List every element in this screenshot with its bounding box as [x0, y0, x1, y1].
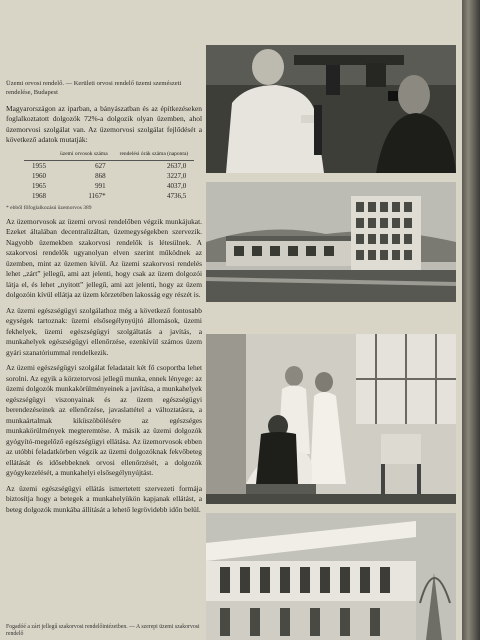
table-cell: 1968: [32, 191, 46, 200]
table-header-cell: [24, 151, 54, 161]
table-cell: 1167*: [88, 191, 106, 200]
photo-clinic-building: [206, 182, 456, 302]
table-header-row: [24, 151, 194, 161]
body-paragraph: Az üzemorvosok az üzemi orvosi rendelőben végzik munkájukat. Ezeket általában decentralizáltan, üzemegységekben szervezik. Nagyobb üzemekben szakorvosi rendelők is létesülnek. A szakorvosi rendelők ugyanolyan elven szerint működnek az üzemben, mint az üzemen kívül. Az üzemi szakorvosi rendelés lehet „zárt” jellegű, ami azt jelenti, hogy csak az üzem dolgozói látja el, és lehet „nyitott” jellegű, ami azt jelenti, hogy az üzem dolgozóin kívül ellátja az üzem körzetében lakosság egy részét is.: [6, 216, 202, 300]
photo-modern-building: [206, 513, 456, 640]
text-column: [6, 80, 202, 635]
table-cell: 4037,0: [166, 181, 187, 190]
book-spine: [462, 0, 480, 640]
statistics-table: [24, 151, 194, 201]
table-cell: 627: [95, 161, 106, 170]
table-row: [24, 171, 194, 181]
body-paragraph: Az üzemi egészségügyi szolgálathoz még a következő fontosabb egységek tartoznak: üzemi elsősegélynyújtó állomások, üzemi fekhelyek, üzemi egészségügyi szolgáltatás a javítás, a munkahelyek egészségügyi ellenőrzése, ezenkívül számos üzem gyári szanatóriummal rendelkezik.: [6, 305, 202, 357]
table-header-cell: üzemi orvosok száma: [54, 151, 114, 161]
table-cell: 4736,5: [166, 191, 187, 200]
table-footnote: * ebből főfoglalkozású üzemorvos 389: [6, 204, 92, 211]
body-paragraph: Az üzemi egészségügyi szolgálat feladatait két fő csoportba lehet sorolni. Az egyik a körzetorvosi jellegű munka, ennek lényege: az üzemi dolgozók munkakörülményeinek a javítása, a munkahelyek egészségügyi viszonyainak és az üzem egészségügyi berendezéseinek az ellenőrzése, javaslattétel a változtatásra, a munkaártalmak kiküszöbölésére az egészséges munkakörülmények megteremtése. A másik az üzemi dolgozók gyógyító-megelőző egészségügyi ellátása. Az üzemorvosok ebben az utóbbi feladatkörben végzik az üzemi dolgozóknak fekvőbeteg ellátását és idősebbeknek orvosi ellenőrzését, a dolgozók gyógykezelését, a munkahelyi elsősegélynyújtást.: [6, 363, 202, 478]
table-row: [24, 181, 194, 191]
table-cell: 2637,0: [166, 161, 187, 170]
table-row: [24, 160, 194, 171]
table-cell: 1960: [32, 171, 46, 180]
table-cell: 868: [95, 171, 106, 180]
table-header-cell: rendelési órák száma (naponta): [114, 151, 195, 161]
table-row: [24, 191, 194, 201]
table-cell: 1965: [32, 181, 46, 190]
table-cell: 1955: [32, 161, 46, 170]
table-cell: 3227,0: [166, 171, 187, 180]
table-cell: 991: [95, 181, 106, 190]
bottom-caption: Fogadóé a zárt jellegű szakorvosi rendelőintézetben. — A szerepi üzemi szakorvosi rendelő: [6, 623, 200, 638]
photo-dental-room: [206, 334, 456, 504]
intro-paragraph: Magyarországon az iparban, a bányászatban és az építkezéseken foglalkoztatott dolgozók 72%-a dolgozik olyan üzemben, ahol üzemorvosi szolgálat van. Az üzemorvosi szolgálat fejlődését a következő adatok mutatják:: [6, 103, 202, 145]
body-paragraph: Az üzemi egészségügyi ellátás ismertetett szervezeti formája biztosítja hogy a betegek a munkahelyükön kapjanak ellátást, a beteg dolgozók munkába állítását a lehető legrövidebb időn belül.: [6, 483, 202, 514]
photo-eye-examination: [206, 45, 456, 173]
top-caption: Üzemi orvosi rendelő. — Kerületi orvosi rendelő üzemi szemészeti rendelése, Budapest: [6, 80, 182, 96]
